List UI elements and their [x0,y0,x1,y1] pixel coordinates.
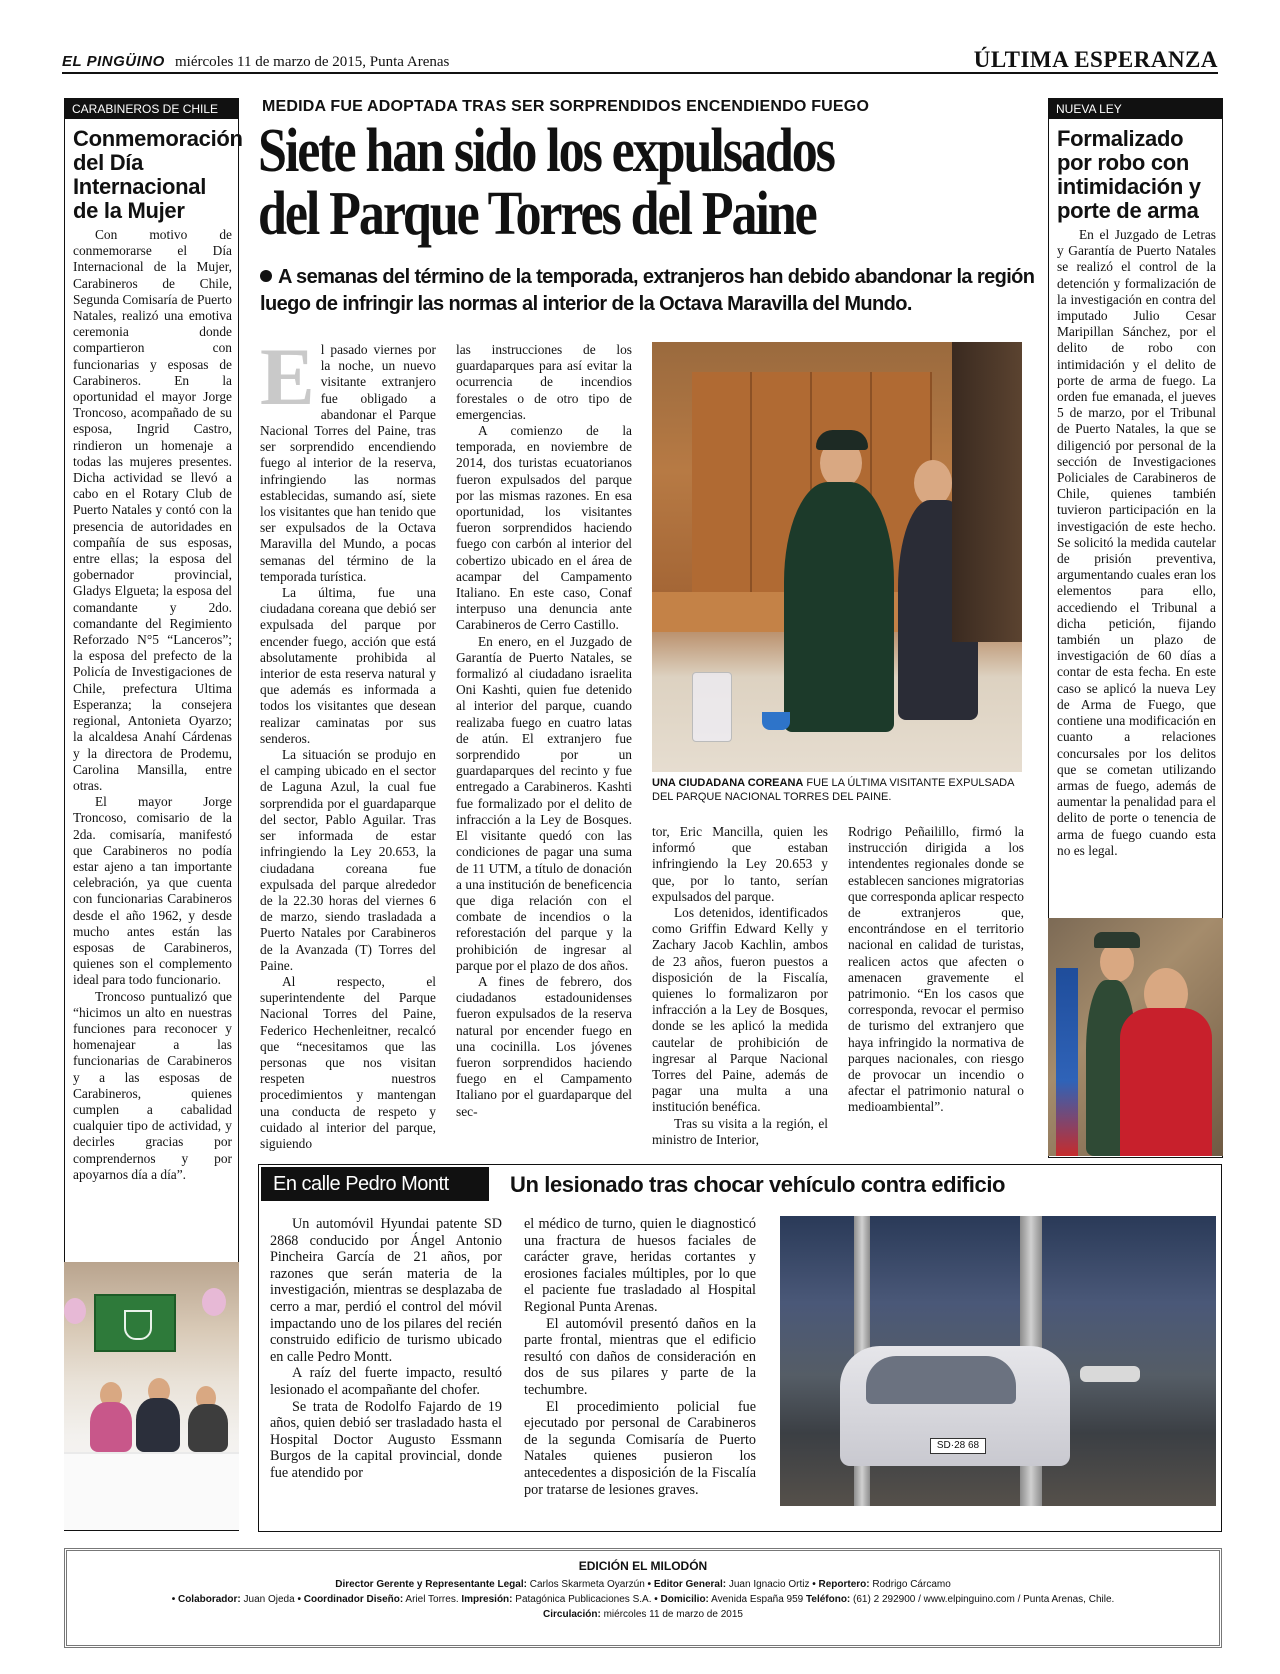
crash-paragraph: El procedimiento policial fue ejecutado por personal de Carabineros de la segunda Comisaría de Puerto Natales quienes pusieron los antecedentes a disposición de la Fiscalía por tratarse de lesiones graves. [524,1398,756,1498]
ceremony-photo [64,1262,239,1530]
edition-title: EDICIÓN EL MILODÓN [578,1559,708,1573]
main-paragraph: A fines de febrero, dos ciudadanos estadounidenses fueron expulsados de la reserva natural por encender fuego en una cocinilla. Los jóvenes fueron sorprendidos haciendo fuego en el Campamento Italiano por el guardaparque del sec- [456,973,632,1119]
main-paragraph: En enero, en el Juzgado de Garantía de Puerto Natales, se formalizó al ciudadano israelita Oni Kashti, quien fue detenido al interior del parque, cuando realizaba fuego en cuatro latas de atún. El extranjero fue sorprendido por un guardaparques del recinto y fue entregado a Carabineros. Kashti fue formalizado por el delito de infracción a la Ley de Bosques. El visitante quedó con las condiciones de pagar una suma de 11 UTM, a título de donación a una institución de beneficencia que diga relación con el combate de incendios o la reforestación del parque y la prohibición de ingresar al parque por el plazo de dos años. [456,633,632,973]
right-article-title: Formalizado por robo con intimidación y porte de arma [1057,126,1201,223]
main-paragraph: Al respecto, el superintendente del Parque Nacional Torres del Paine, Federico Hechenleitner, recalcó que “necesitamos que las personas que nos visitan respeten nuestros procedimientos y mantengan una conducta de respeto y cuidado al interior del parque, siguiendo [260,973,436,1151]
section-name: ÚLTIMA ESPERANZA [973,47,1218,72]
left-paragraph: Con motivo de conmemorarse el Día Internacional de la Mujer, Carabineros de Chile, Segunda Comisaría de Puerto Natales, realizó una emotiva ceremonia donde compartieron con funcionarias y esposas de Carabineros. En la oportunidad el mayor Jorge Troncoso, acompañado de su esposa, Ingrid Castro, rindieron un homenaje a todas las mujeres presentes. Dicha actividad se llevó a cabo en el Rotary Club de Puerto Natales y contó con la presencia de autoridades en compañía de sus esposas, entre ellas; la esposa del gobernador provincial, Gladys Elgueta; la esposa del comandante y 2do. comandante del Regimiento Reforzado N°5 “Lanceros”; la esposa del prefecto de la Policía de Investigaciones de Chile, prefectura Ultima Esperanza; la consejera regional, Antonieta Oyarzo; la alcaldesa Anahí Cárdenas y la directora de Prodemu, Carolina Mansilla, entre otras. [73,227,232,793]
left-article-tag: CARABINEROS DE CHILE [65,99,238,119]
main-headline [258,117,913,248]
credits-line-2: • Colaborador: Juan Ojeda • Coordinador Diseño: Ariel Torres. Impresión: Patagónica Publicaciones S.A. • Domicilio: Avenida España 959 Teléfono: (61) 2 292900 / www.elpinguino.com / Punta Arenas, Chile. [171,1594,1115,1605]
detainee-photo [1048,918,1223,1156]
credits-line-1: Director Gerente y Representante Legal: Carlos Skarmeta Oyarzún • Editor General: Juan Ignacio Ortiz • Reportero: Rodrigo Cárcamo [335,1579,951,1590]
main-paragraph: tor, Eric Mancilla, quien les informó que estaban infringiendo la Ley 20.653 y que, por lo tanto, serían expulsados del parque. [652,824,828,904]
main-column-1 [260,331,436,1152]
main-paragraph: Tras su visita a la región, el ministro de Interior, [652,1115,828,1147]
edition-credits [64,1548,1222,1648]
carabineros-flag-icon [94,1294,176,1352]
crash-paragraph: Un automóvil Hyundai patente SD 2868 conducido por Ángel Antonio Pincheira García de 21 años, por razones que serán materia de la investigación, mientras se desplazaba de cerro a mar, perdió el control del móvil impactando uno de los pilares del recién construido edificio de turismo ubicado en calle Pedro Montt. [270,1216,502,1365]
newspaper-logo: EL PINGÜINO [62,53,165,70]
main-paragraph: A comienzo de la temporada, en noviembre de 2014, dos turistas ecuatorianos fueron expulsados del parque por las mismas razones. En esa oportunidad, los visitantes fueron sorprendidos haciendo fuego con carbón al interior del cobertizo ubicado en el área de acampar del Campamento Italiano. En este caso, Conaf interpuso una denuncia ante Carabineros de Cerro Castillo. [456,423,632,633]
right-article-tag: NUEVA LEY [1049,99,1222,119]
photo-caption: UNA CIUDADANA COREANA FUE LA ÚLTIMA VISITANTE EXPULSADA DEL PARQUE NACIONAL TORRES DEL PAINE. [652,777,1014,803]
main-paragraph: Rodrigo Peñailillo, firmó la instrucción dirigida a los intendentes regionales donde se establecen sanciones migratorias que corresponda aplicar respecto de extranjeros que, encontrándose en el territorio nacional en calidad de turistas, realicen actos que afecten o amenacen gravemente el patrimonio. “En los casos que corresponda, revocar el permiso de turismo del extranjero que haya infringido la normativa de parques nacionales, con riesgo de provocar un incendio o afectar el patrimonio natural o medioambiental”. [848,824,1024,1115]
license-plate: SD·28 68 [930,1438,986,1454]
dropcap: E [260,331,315,422]
main-paragraph: El pasado viernes por la noche, un nuevo visitante extranjero fue obligado a abandonar el Parque Nacional Torres del Paine, tras ser sorprendido encendiendo fuego al interior de la reserva, infringiendo las normas establecidas, sumando así, siete los visitantes que han tenido que ser expulsados de la Octava Maravilla del Mundo, a pocas semanas del término de la temporada turística. [260,331,436,584]
credits-line-3: Circulación: miércoles 11 de marzo de 2015 [543,1609,743,1620]
crash-paragraph: el médico de turno, quien le diagnosticó una fractura de huesos faciales de carácter grave, heridas cortantes y erosiones faciales múltiples, por lo que el paciente fue trasladado al Hospital Regional Punta Arenas. [524,1216,756,1315]
headline-line-1: Siete han sido los expulsados [258,117,834,185]
crash-article-tag: En calle Pedro Montt [261,1167,489,1201]
crash-column-1 [270,1216,502,1482]
crash-paragraph: El automóvil presentó daños en la parte frontal, mientras que el edificio resultó con daños de consideración en dos de sus pilares y parte de la techumbre. [524,1315,756,1398]
main-paragraph: Los detenidos, identificados como Griffin Edward Kelly y Zachary Jacob Kachlin, ambos de 23 años, fueron puestos a disposición de la Fiscalía, quienes lo formalizaron por infracción a la Ley de Bosques, donde se les aplicó la medida cautelar de prohibición de ingresar al Parque Nacional Torres del Paine, además de pagar una multa a una institución benéfica. [652,905,828,1115]
main-column-2 [456,342,632,1120]
left-article-title: Conmemoración del Día Internacional de la Mujer [73,126,243,223]
page-header [62,47,1218,74]
main-column-3 [652,824,828,1148]
main-paragraph: La última, fue una ciudadana coreana que debió ser expulsada del parque por encender fuego, acción que está absolutamente prohibida al interior de esta reserva natural y que además es informada a todos los visitantes que desean realizar caminatas por sus senderos. [260,585,436,746]
main-kicker: MEDIDA FUE ADOPTADA TRAS SER SORPRENDIDOS ENCENDIENDO FUEGO [262,98,870,115]
issue-date: miércoles 11 de marzo de 2015, Punta Arenas [175,54,450,70]
crash-paragraph: A raíz del fuerte impacto, resultó lesionado el acompañante del chofer. [270,1365,502,1398]
headline-line-2: del Parque Torres del Paine [258,180,816,248]
crash-column-2 [524,1216,756,1498]
main-paragraph: La situación se produjo en el camping ubicado en el sector de Laguna Azul, la cual fue sorprendida por el guardaparque del sector, Pablo Aguilar. Tras ser informada de estar infringiendo la Ley 20.653, la ciudadana coreana fue expulsada del parque alrededor de la 22.30 horas del viernes 6 de marzo, siendo trasladada a Puerto Natales por Carabineros de la Avanzada (T) Torres del Paine. [260,747,436,973]
left-paragraph: Troncoso puntualizó que “hicimos un alto en nuestras funciones para reconocer y homenajear a las funcionarias de Carabineros y a las esposas de Carabineros, quienes cumplen a cabalidad cualquier tipo de actividad, y decirles gracias por comprendernos y por apoyarnos día a día”. [73,988,232,1182]
right-paragraph: En el Juzgado de Letras y Garantía de Puerto Natales se realizó el control de la detención y formalización de la investigación en contra del imputado Julio Cesar Maripillan Sánchez, por el delito de robo con intimidación y el delito de porte de arma de fuego. La orden fue emanada, el jueves 5 de marzo, por el Tribunal de Puerto Natales, la que se diligenció por personal de la sección de Investigaciones Policiales de Carabineros de Chile, quienes también tuvieron participación en la investigación de este hecho. Se solicitó la medida cautelar de prisión preventiva, argumentando cuales eran los elementos para ello, accediendo el Tribunal a dicha petición, fijando también un plazo de investigación de 60 días a contar de esta fecha. En este caso se aplicó la nueva Ley de Arma de Fuego, que contiene una modificación en cuanto a relaciones concursales por los delitos que se cometan utilizando armas de fuego, además de aumentar la penalidad para el delito de porte o tenencia de arma de fuego cuando esta no es legal. [1057,227,1216,858]
crash-paragraph: Se trata de Rodolfo Fajardo de 19 años, quien debió ser trasladado hasta el Hospital Doctor Augusto Essmann Burgos de la capital provincial, donde fue atendido por [270,1398,502,1481]
crash-article-title: Un lesionado tras chocar vehículo contra edificio [510,1172,1006,1197]
main-paragraph: las instrucciones de los guardaparques para así evitar la ocurrencia de incendios forestales o de otro tipo de emergencias. [456,342,632,422]
left-article-body [65,227,238,1183]
right-article-body [1049,227,1222,859]
main-column-4 [848,824,1024,1116]
bullet-icon [260,270,272,282]
korean-visitant-photo [652,342,1022,772]
main-subheadline: A semanas del término de la temporada, extranjeros han debido abandonar la región luego de infringir las normas al interior de la Octava Maravilla del Mundo. [260,266,1035,315]
crashed-car-photo [780,1216,1216,1506]
left-paragraph: El mayor Jorge Troncoso, comisario de la 2da. comisaría, manifestó que Carabineros no podía estar ajeno a tan importante celebración, ya que cuenta con funcionarias Carabineros desde el año 1962, y desde mucho antes están las esposas de Carabineros, quienes son el complemento ideal para todo funcionario. [73,794,232,988]
